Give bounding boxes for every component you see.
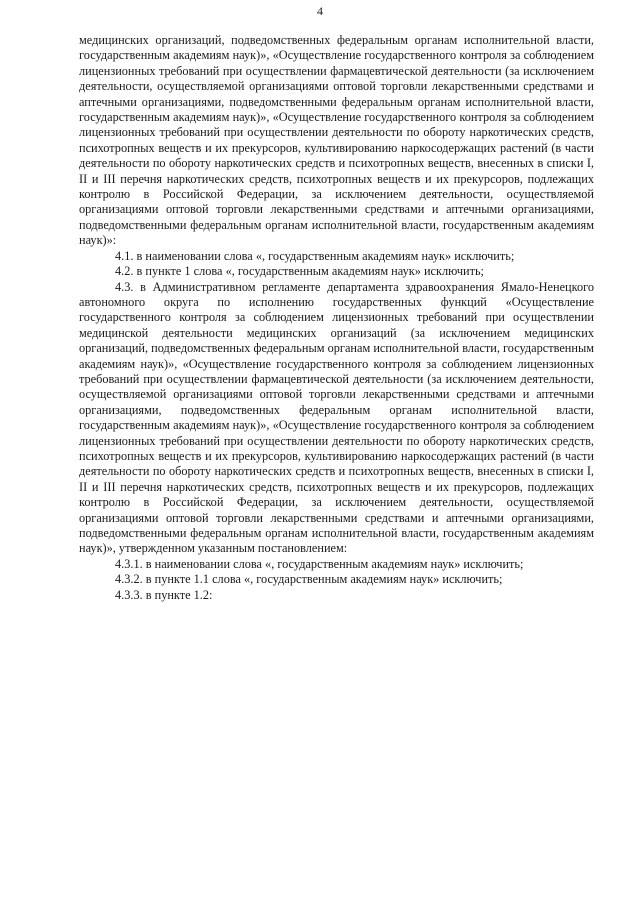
paragraph-4-2: 4.2. в пункте 1 слова «, государственным академиям наук» исключить; [115,264,484,279]
paragraph-4-3-3: 4.3.3. в пункте 1.2: [115,587,213,602]
paragraph-4-3-2: 4.3.2. в пункте 1.1 слова «, государственным академиям наук» исключить; [115,572,503,587]
document-body [79,33,594,603]
paragraph-4-3-1: 4.3.1. в наименовании слова «, государственным академиям наук» исключить; [115,556,524,571]
paragraph-4-1: 4.1. в наименовании слова «, государственным академиям наук» исключить; [115,248,515,263]
paragraph-4-3: 4.3. в Административном регламенте департамента здравоохранения Ямало-Ненецкого автономного округа по исполнению государственных функций «Осуществление государственного контроля за соблюдением лицензионных требований при осуществлении медицинской деятельности медицинских организаций (за исключением медицинских организаций, подведомственных федеральным органам исполнительной власти, государственным академиям наук)», «Осуществление государственного контроля за соблюдением лицензионных требований при осуществлении фармацевтической деятельности (за исключением деятельности, осуществляемой организациями оптовой торговли лекарственными средствами и аптечными организациями, подведомственных федеральным органам исполнительной власти, государственным академиям наук)», «Осуществление государственного контроля за соблюдением лицензионных требований при осуществлении деятельности по обороту наркотических средств, психотропных веществ и их прекурсоров, культивированию наркосодержащих растений (в части деятельности по обороту наркотических средств и психотропных веществ, внесенных в списки I, II и III перечня наркотических средств, психотропных веществ и их прекурсоров, подлежащих контролю в Российской Федерации, за исключением деятельности, осуществляемой организациями оптовой торговли лекарственными средствами и аптечными организациями, подведомственными федеральным органам исполнительной власти, государственным академиям наук)», утвержденном указанным постановлением: [79,279,594,556]
page-number: 4 [317,4,323,18]
paragraph-continuation: медицинских организаций, подведомственных федеральным органам исполнительной власти, государственным академиям наук)», «Осуществление государственного контроля за соблюдением лицензионных требований при осуществлении фармацевтической деятельности (за исключением деятельности, осуществляемой организациями оптовой торговли лекарственными средствами и аптечными организациями, подведомственными федеральным органам исполнительной власти, государственным академиям наук)», «Осуществление государственного контроля за соблюдением лицензионных требований при осуществлении деятельности по обороту наркотических средств, психотропных веществ и их прекурсоров, культивированию наркосодержащих растений (в части деятельности по обороту наркотических средств и психотропных веществ, внесенных в списки I, II и III перечня наркотических средств, психотропных веществ и их прекурсоров, подлежащих контролю в Российской Федерации, за исключением деятельности, осуществляемой организациями оптовой торговли лекарственными средствами и аптечными организациями, подведомственными федеральным органам исполнительной власти, государственным академиям наук)»: [79,33,594,248]
